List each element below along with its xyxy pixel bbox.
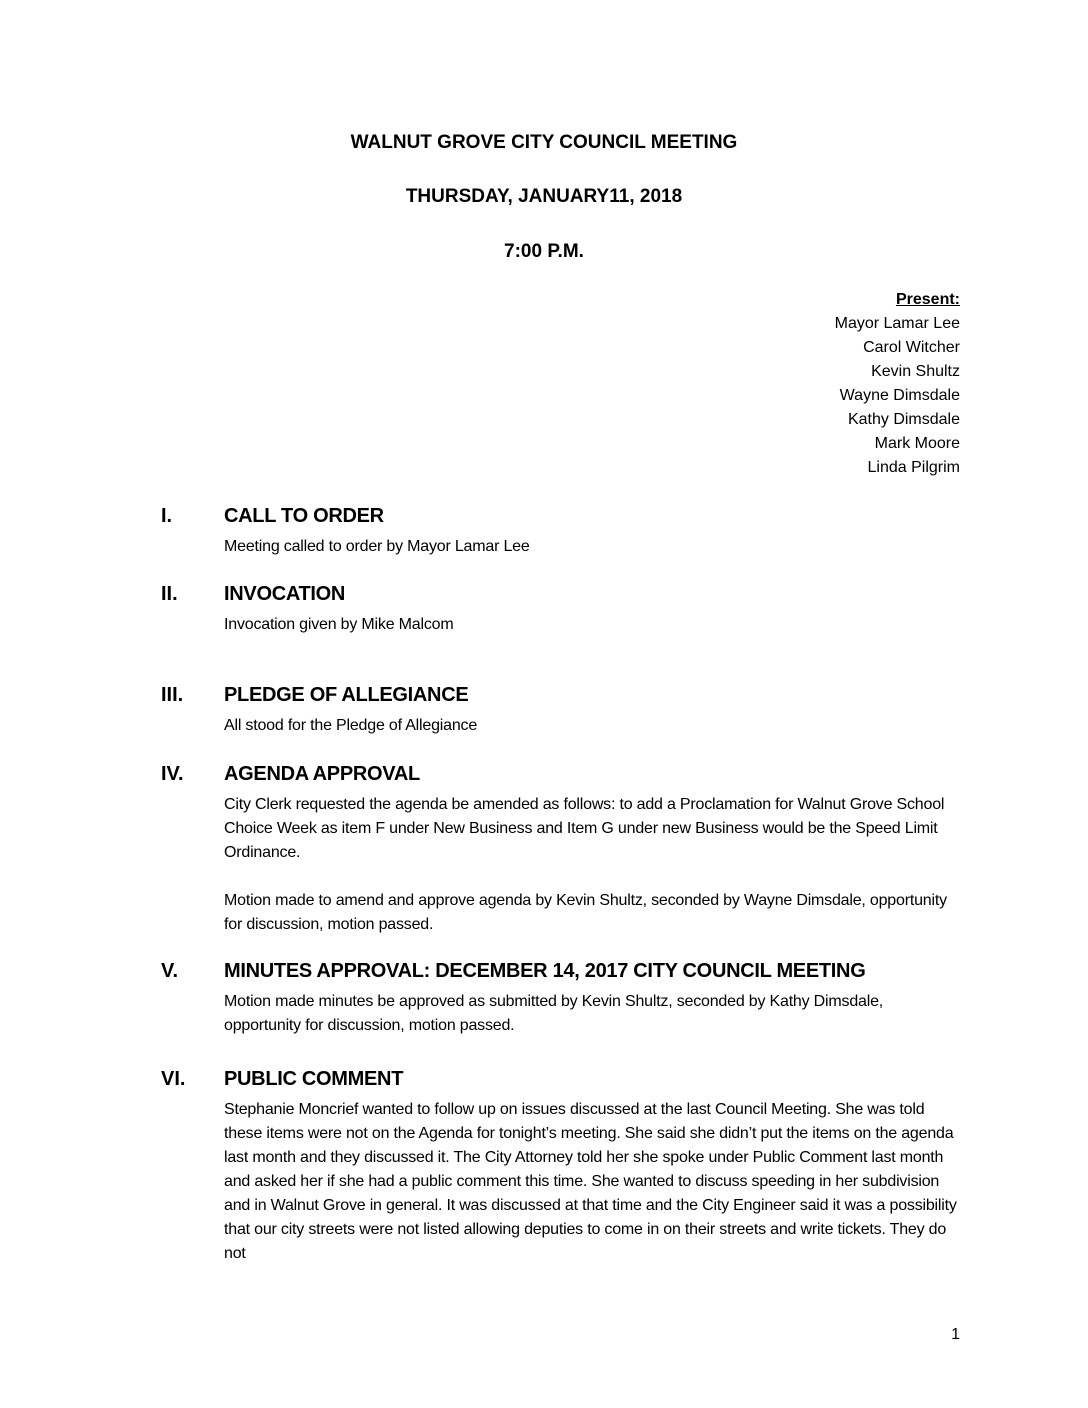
section-number: V.	[161, 960, 179, 982]
section-body	[224, 1098, 964, 1266]
paragraph: Stephanie Moncrief wanted to follow up on issues discussed at the last Council Meeting. She was told these items were not on the Agenda for tonight’s meeting. She said she didn’t put the items on the agenda last month and they discussed it. The City Attorney told her she spoke under Public Comment last month and asked her if she had a public comment this time. She wanted to discuss speeding in her subdivision and in Walnut Grove in general. It was discussed at that time and the City Engineer said it was a possibility that our city streets were not listed allowing deputies to come in on their streets and write tickets. They do not	[224, 1101, 957, 1262]
paragraph: Meeting called to order by Mayor Lamar Lee	[224, 538, 530, 555]
section-number: IV.	[161, 763, 184, 785]
attendee: Wayne Dimsdale	[839, 387, 960, 404]
section-body	[224, 714, 964, 738]
paragraph: Invocation given by Mike Malcom	[224, 616, 454, 633]
document-title: WALNUT GROVE CITY COUNCIL MEETING	[350, 132, 738, 153]
section-heading: AGENDA APPROVAL	[224, 763, 420, 785]
paragraph: City Clerk requested the agenda be amended as follows: to add a Proclamation for Walnut Grove School Choice Week as item F under New Business and Item G under new Business would be the Speed Limit Ordinance.	[224, 796, 945, 861]
paragraph: All stood for the Pledge of Allegiance	[224, 717, 478, 734]
section-heading: PUBLIC COMMENT	[224, 1068, 404, 1090]
section-body	[224, 535, 964, 559]
paragraph: Motion made to amend and approve agenda by Kevin Shultz, seconded by Wayne Dimsdale, opportunity for discussion, motion passed.	[224, 892, 947, 933]
attendee: Mayor Lamar Lee	[834, 315, 960, 332]
section-heading: CALL TO ORDER	[224, 505, 384, 527]
attendee: Carol Witcher	[863, 339, 960, 356]
page-number: 1	[951, 1326, 960, 1343]
attendee: Mark Moore	[874, 435, 960, 452]
section-body	[224, 793, 964, 937]
section-number: II.	[161, 583, 178, 605]
section-number: I.	[161, 505, 173, 527]
meeting-time: 7:00 P.M.	[504, 241, 584, 262]
present-label: Present:	[895, 291, 960, 308]
section-body	[224, 990, 964, 1038]
attendee: Kevin Shultz	[871, 363, 960, 380]
paragraph: Motion made minutes be approved as submitted by Kevin Shultz, seconded by Kathy Dimsdale, opportunity for discussion, motion passed.	[224, 993, 884, 1034]
attendance-list	[835, 288, 960, 480]
section-number: III.	[161, 684, 184, 706]
attendee: Kathy Dimsdale	[847, 411, 960, 428]
section-heading: INVOCATION	[224, 583, 346, 605]
attendee: Linda Pilgrim	[867, 459, 960, 476]
section-body	[224, 613, 964, 637]
section-heading: MINUTES APPROVAL: DECEMBER 14, 2017 CITY COUNCIL MEETING	[224, 960, 866, 982]
section-number: VI.	[161, 1068, 186, 1090]
section-heading: PLEDGE OF ALLEGIANCE	[224, 684, 469, 706]
meeting-date: THURSDAY, JANUARY11, 2018	[405, 186, 683, 207]
